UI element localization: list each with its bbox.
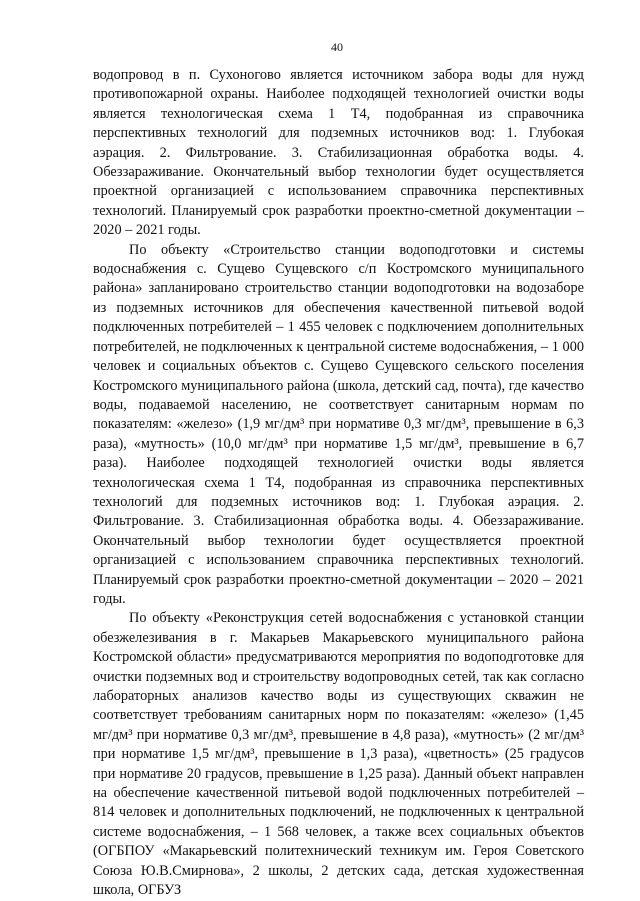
paragraph-sushchevo-project: По объекту «Строительство станции водоподготовки и системы водоснабжения с. Сущево Сущевского с/п Костромского муниципального района» запланировано строительство станции водоподготовки на водозаборе из подземных источников для обеспечения качественной питьевой водой подключенных потребителей – 1 455 человек с подключением дополнительных потребителей, не подключенных к центральной системе водоснабжения, – 1 000 человек и социальных объектов с. Сущево Сущевского сельского поселения Костромского муниципального района (школа, детский сад, почта), где качество воды, подаваемой населению, не соответствует санитарным нормам по показателям: «железо» (1,9 мг/дм³ при нормативе 0,3 мг/дм³, превышение в 6,3 раза), «мутность» (10,0 мг/дм³ при нормативе 1,5 мг/дм³, превышение в 6,7 раза). Наиболее подходящей технологией очистки воды является технологическая схема 1 Т4, подобранная из справочника перспективных технологий для подземных источников вод: 1. Глубокая аэрация. 2. Фильтрование. 3. Стабилизационная обработка воды. 4. Обеззараживание. Окончательный выбор технологии будет осуществляется проектной организацией с использованием справочника перспективных технологий. Планируемый срок разработки проектно-сметной документации – 2020 – 2021 годы.	[93, 241, 584, 607]
paragraph-makaryev-project: По объекту «Реконструкция сетей водоснабжения с установкой станции обезжелезивания в г. Макарьев Макарьевского муниципального района Костромской области» предусматриваются мероприятия по водоподготовке для очистки подземных вод и строительству водопроводных сетей, так как согласно лабораторных анализов качество воды из существующих скважин не соответствует требованиям санитарных норм по показателям: «железо» (1,45 мг/дм³ при нормативе 0,3 мг/дм³, превышение в 4,8 раза), «мутность» (2 мг/дм³ при нормативе 1,5 мг/дм³, превышение в 1,3 раза), «цветность» (25 градусов при нормативе 20 градусов, превышение в 1,25 раза). Данный объект направлен на обеспечение качественной питьевой водой подключенных потребителей – 814 человек и дополнительных подключений, не подключенных к центральной системе водоснабжения, – 1 568 человек, а также всех социальных объектов (ОГБПОУ «Макарьевский политехнический техникум им. Героя Советского Союза Ю.В.Смирнова», 2 школы, 2 детских сада, детская художественная школа, ОГБУЗ	[93, 610, 584, 899]
document-body	[93, 66, 584, 900]
paragraph-continuation: водопровод в п. Сухоногово является источником забора воды для нужд противопожарной охраны. Наиболее подходящей технологией очистки воды является технологическая схема 1 Т4, подобранная из справочника перспективных технологий для подземных источников вод: 1. Глубокая аэрация. 2. Фильтрование. 3. Стабилизационная обработка воды. 4. Обеззараживание. Окончательный выбор технологии будет осуществляется проектной организацией с использованием справочника перспективных технологий. Планируемый срок разработки проектно-сметной документации – 2020 – 2021 годы.	[93, 67, 584, 239]
page-number: 40	[331, 40, 343, 54]
